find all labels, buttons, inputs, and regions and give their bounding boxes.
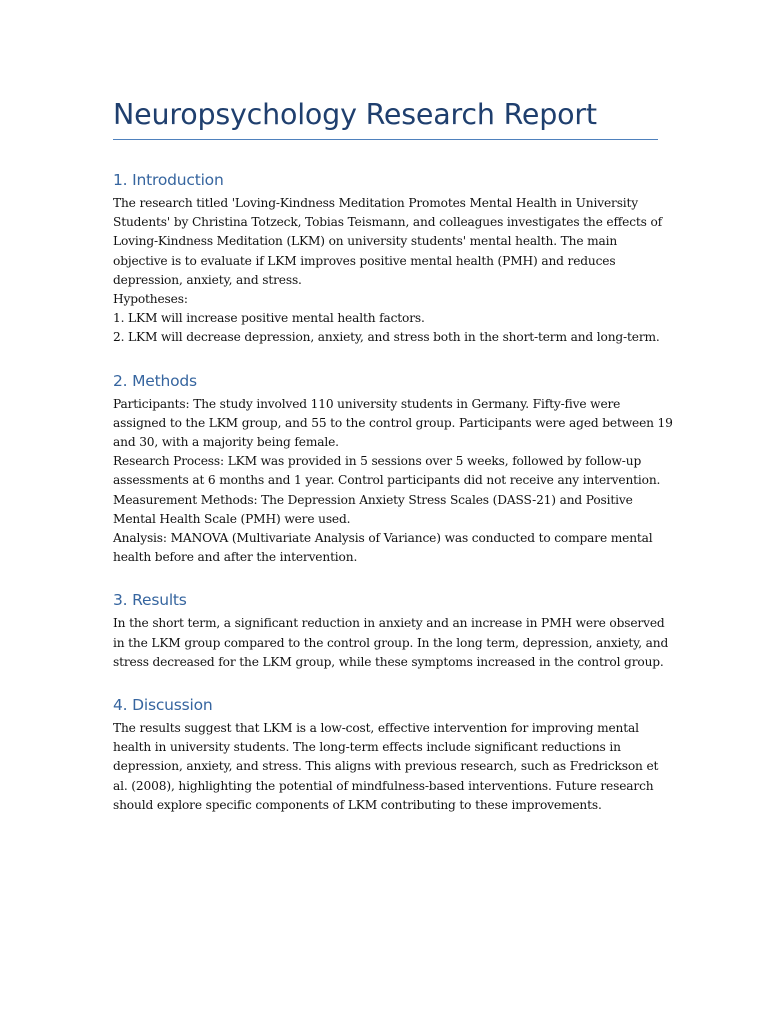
text-line: Students' by Christina Totzeck, Tobias Teismann, and colleagues investigates the effects of: [113, 215, 663, 230]
text-line: depression, anxiety, and stress. This aligns with previous research, such as Fredrickson et: [113, 759, 659, 774]
text-line: The results suggest that LKM is a low-cost, effective intervention for improving mental: [113, 721, 639, 736]
text-line: Participants: The study involved 110 university students in Germany. Fifty-five were: [113, 396, 621, 411]
text-line: objective is to evaluate if LKM improves positive mental health (PMH) and reduces: [113, 253, 616, 268]
text-line: should explore specific components of LKM contributing to these improvements.: [113, 797, 602, 812]
text-line: and 30, with a majority being female.: [113, 435, 339, 450]
text-line: stress decreased for the LKM group, while these symptoms increased in the control group.: [113, 654, 664, 669]
text-line: Mental Health Scale (PMH) were used.: [113, 511, 351, 526]
text-line: In the short term, a significant reduction in anxiety and an increase in PMH were observed: [113, 616, 665, 631]
text-line: The research titled 'Loving-Kindness Meditation Promotes Mental Health in University: [113, 196, 639, 210]
section-paragraph-discussion: [113, 719, 658, 815]
section-heading-introduction: 1. Introduction: [113, 171, 224, 189]
section-introduction: [113, 170, 663, 348]
section-paragraph-introduction: [113, 194, 663, 348]
section-methods: [113, 371, 673, 568]
document-title: Neuropsychology Research Report: [113, 96, 658, 140]
text-line: Loving-Kindness Meditation (LKM) on university students' mental health. The main: [113, 234, 618, 249]
section-discussion: [113, 695, 658, 815]
text-line: al. (2008), highlighting the potential of mindfulness-based interventions. Future research: [113, 778, 654, 793]
text-line: health before and after the intervention.: [113, 550, 358, 565]
text-line: Research Process: LKM was provided in 5 sessions over 5 weeks, followed by follow-up: [113, 454, 642, 469]
section-heading-methods: 2. Methods: [113, 371, 197, 390]
text-line: Measurement Methods: The Depression Anxiety Stress Scales (DASS-21) and Positive: [113, 492, 633, 507]
text-line: assigned to the LKM group, and 55 to the control group. Participants were aged between 19: [113, 415, 673, 430]
section-heading-results: 3. Results: [113, 591, 187, 610]
text-line: health in university students. The long-term effects include significant reductions in: [113, 740, 621, 755]
section-results: [113, 590, 669, 672]
section-paragraph-results: [113, 614, 669, 672]
text-line: Analysis: MANOVA (Multivariate Analysis of Variance) was conducted to compare mental: [113, 531, 653, 546]
hypothesis-item: 2. LKM will decrease depression, anxiety, and stress both in the short-term and long-term.: [113, 330, 660, 345]
text-line: in the LKM group compared to the control group. In the long term, depression, anxiety, and: [113, 635, 669, 650]
section-heading-discussion: 4. Discussion: [113, 696, 213, 715]
hypothesis-item: 1. LKM will increase positive mental health factors.: [113, 311, 425, 326]
hypotheses-label: Hypotheses:: [113, 292, 188, 307]
text-line: assessments at 6 months and 1 year. Control participants did not receive any intervention.: [113, 473, 661, 488]
text-line: depression, anxiety, and stress.: [113, 272, 302, 287]
document-body: [113, 96, 673, 815]
section-paragraph-methods: [113, 395, 673, 568]
